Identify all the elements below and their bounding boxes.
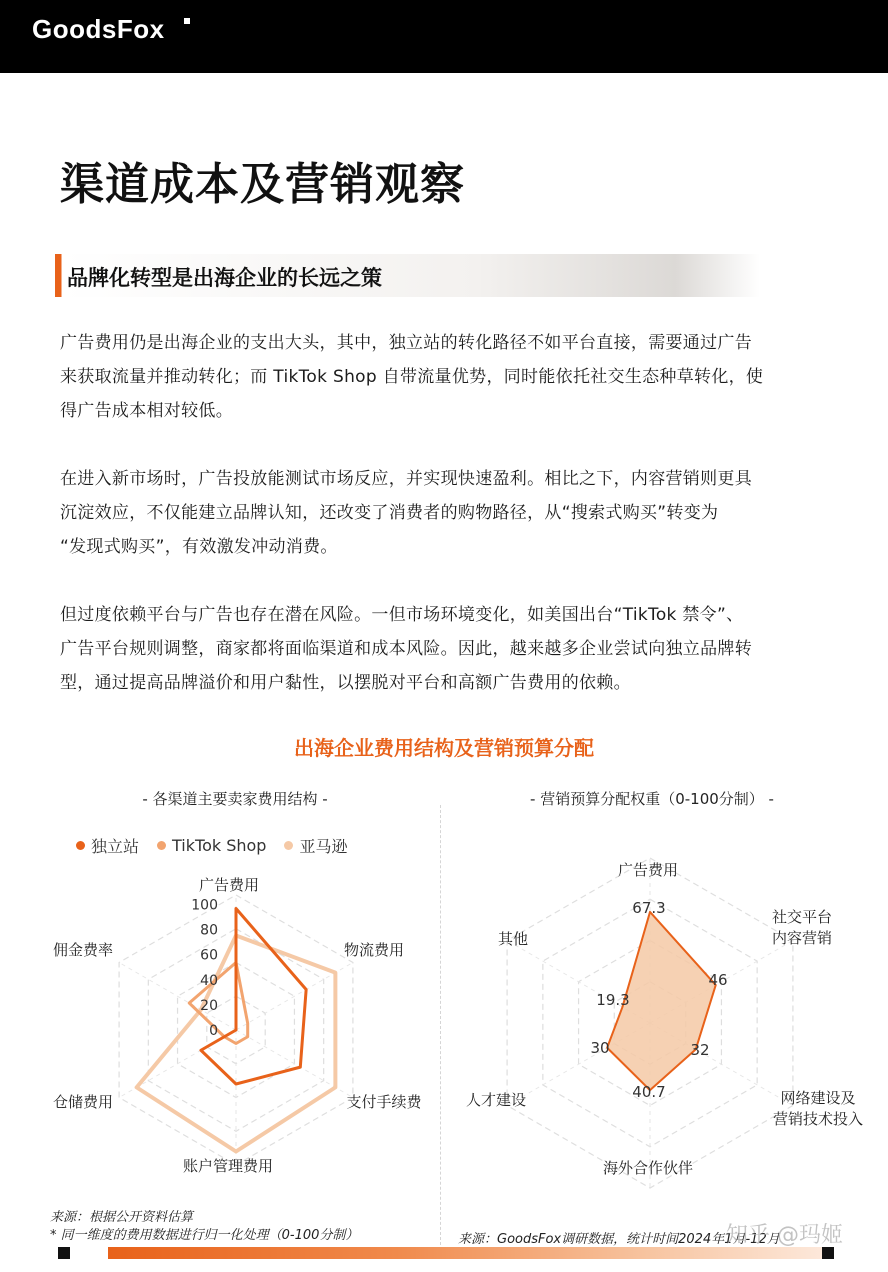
paragraph-line: 在进入新市场时，广告投放能测试市场反应，并实现快速盈利。相比之下，内容营销则更具 [60,469,752,489]
radar-value-label: 46 [708,971,728,989]
legend-label: 独立站 [91,837,140,856]
radar-value-label: 40.7 [632,1083,666,1101]
radar-tick-label: 0 [209,1023,218,1039]
radar-axis-label: 支付手续费 [346,1093,422,1111]
radar-tick-label: 80 [200,922,218,939]
radar-axis-label: 社交平台内容营销 [771,908,833,947]
radar-tick-label: 100 [191,897,218,914]
page-title: 渠道成本及营销观察 [60,159,465,210]
radar-tick-label: 20 [200,997,218,1014]
radar-axis-label: 海外合作伙伴 [602,1159,694,1177]
radar-axis-label: 佣金费率 [52,941,114,959]
radar-tick-label: 60 [200,947,218,964]
radar-axis-label: 广告费用 [617,861,679,879]
paragraph-line: 来获取流量并推动转化；而 TikTok Shop 自带流量优势，同时能依托社交生态种草转化，使 [60,367,764,387]
normalization-note: * 同一维度的费用数据进行归一化处理（0-100分制） [50,1228,359,1243]
left-chart-title: - 各渠道主要卖家费用结构 - [142,790,328,808]
radar-axis-label: 物流费用 [343,941,405,959]
radar-value-label: 32 [690,1041,710,1059]
radar-axis-label: 仓储费用 [52,1093,114,1111]
section-heading: 品牌化转型是出海企业的长远之策 [67,266,382,290]
legend-label: TikTok Shop [172,836,267,855]
paragraph-line: 型，通过提高品牌溢价和用户黏性，以摆脱对平台和高额广告费用的依赖。 [60,673,631,693]
radar-value-label: 30 [590,1039,610,1057]
logo: GoodsFox [32,14,165,44]
paragraph-line: 得广告成本相对较低。 [60,401,233,421]
legend-label: 亚马逊 [299,837,348,856]
radar-value-label: 19.3 [596,991,630,1009]
paragraph-line: 沉淀效应，不仅能建立品牌认知，还改变了消费者的购物路径，从“搜索式购买”转变为 [60,503,719,523]
paragraph-line: 广告费用仍是出海企业的支出大头，其中，独立站的转化路径不如平台直接，需要通过广告 [60,333,752,353]
paragraph-line: “发现式购买”，有效激发冲动消费。 [60,537,338,557]
paragraph-line: 但过度依赖平台与广告也存在潜在风险。一但市场环境变化，如美国出台“TikTok 禁令”、 [60,605,744,625]
right-chart-title: - 营销预算分配权重（0-100分制） - [530,790,774,808]
footer-square [58,1247,70,1259]
radar-tick-label: 40 [200,972,218,989]
radar-value-label: 67.3 [632,899,666,917]
source-note-right: 来源：GoodsFox调研数据，统计时间2024年1月-12月 [458,1232,780,1247]
figure-title: 出海企业费用结构及营销预算分配 [294,736,594,760]
radar-axis-label: 账户管理费用 [182,1157,274,1175]
paragraph-line: 广告平台规则调整，商家都将面临渠道和成本风险。因此，越来越多企业尝试向独立品牌转 [60,639,752,659]
source-note-left: 来源：根据公开资料估算 [50,1210,194,1225]
radar-axis-label: 其他 [497,930,529,948]
radar-axis-label: 网络建设及营销技术投入 [772,1089,864,1128]
radar-axis-label: 人才建设 [465,1091,527,1109]
radar-axis-label: 广告费用 [198,876,260,894]
watermark: 知乎 @玛姬 [726,1223,843,1248]
footer-gradient-bar [108,1247,828,1259]
